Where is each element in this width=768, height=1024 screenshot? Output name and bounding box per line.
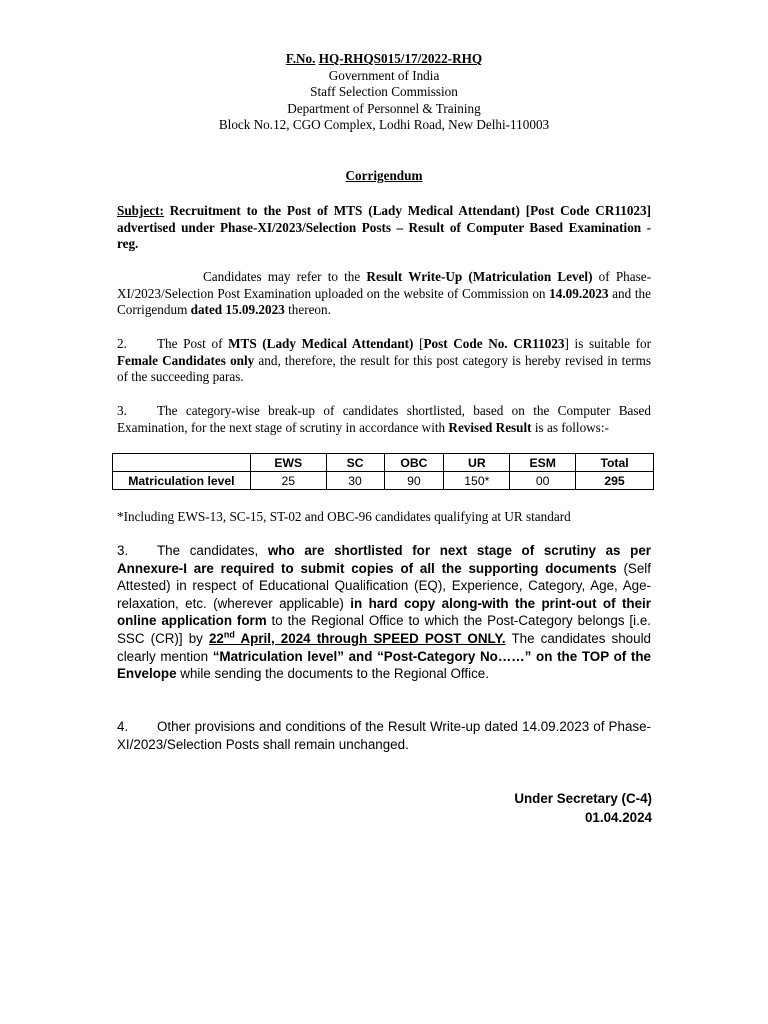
table-cell: 25 <box>250 472 326 490</box>
table-header-cell: ESM <box>510 454 576 472</box>
table-cell: 150* <box>444 472 510 490</box>
header-government: Government of India <box>328 67 440 83</box>
signatory-designation: Under Secretary (C-4) <box>514 791 652 806</box>
paragraph-1: Candidates may refer to the Result Write-Up (Matriculation Level) of Phase-XI/2023/Selection Post Examination uploaded on the website of Commission on 14.09.2023 and the Corrigendum dated 15.09.2023 thereon. <box>117 269 651 318</box>
table-header-cell <box>113 454 251 472</box>
subject-paragraph <box>117 203 651 253</box>
file-number-line <box>100 51 668 68</box>
table-header-cell: Total <box>576 454 654 472</box>
paragraph-5: 4. Other provisions and conditions of the Result Write-up dated 14.09.2023 of Phase-XI/2023/Selection Posts shall remain unchanged. <box>117 719 651 752</box>
paragraph-3: 3. The category-wise break-up of candidates shortlisted, based on the Computer Based Examination, for the next stage of scrutiny in accordance with Revised Result is as follows:- <box>117 403 651 435</box>
header-department: Department of Personnel & Training <box>287 100 481 116</box>
deadline-text: 22nd April, 2024 through SPEED POST ONLY. <box>208 629 506 646</box>
paragraph-2: 2. The Post of MTS (Lady Medical Attendant) [Post Code No. CR11023] is suitable for Female Candidates only and, therefore, the result for this post category is hereby revised in terms of the succeeding paras. <box>117 336 651 385</box>
paragraph-4: 3. The candidates, who are shortlisted for next stage of scrutiny as per Annexure-I are required to submit copies of all the supporting documents (Self Attested) in respect of Educational Qualification (EQ), Experience, Category, Age, Age-relaxation, etc. (wherever applicable) in hard copy along-with the print-out of their online application form to the Regional Office to which the Post-Category belongs [i.e. SSC (CR)] by 22nd April, 2024 through SPEED POST ONLY. The candidates should clearly mention “Matriculation level” and “Post-Category No……” on the TOP of the Envelope while sending the documents to the Regional Office. <box>117 543 651 682</box>
table-cell: 30 <box>326 472 384 490</box>
header-address: Block No.12, CGO Complex, Lodhi Road, New Delhi-110003 <box>218 117 550 133</box>
header-commission: Staff Selection Commission <box>310 84 458 100</box>
table-header-cell: SC <box>326 454 384 472</box>
table-row <box>113 472 654 490</box>
table-cell: 00 <box>510 472 576 490</box>
table-header-row <box>113 454 654 472</box>
table-cell: Matriculation level <box>113 472 251 490</box>
subject-label: Subject: <box>117 203 164 218</box>
file-number-label: F.No. <box>285 51 316 66</box>
table-header-cell: EWS <box>250 454 326 472</box>
table-cell: 295 <box>576 472 654 490</box>
table-header-cell: OBC <box>384 454 444 472</box>
subject-text: Recruitment to the Post of MTS (Lady Medical Attendant) [Post Code CR11023] advertised under Phase-XI/2023/Selection Posts – Result of Computer Based Examination - reg. <box>117 203 651 252</box>
table-cell: 90 <box>384 472 444 490</box>
document-title: Corrigendum <box>345 168 423 183</box>
table-header-cell: UR <box>444 454 510 472</box>
file-number: HQ-RHQS015/17/2022-RHQ <box>318 51 483 66</box>
table-footnote: *Including EWS-13, SC-15, ST-02 and OBC-96 candidates qualifying at UR standard <box>117 509 571 524</box>
document-header <box>100 51 668 134</box>
signature-date: 01.04.2024 <box>584 810 652 825</box>
shortlist-table <box>112 453 654 490</box>
